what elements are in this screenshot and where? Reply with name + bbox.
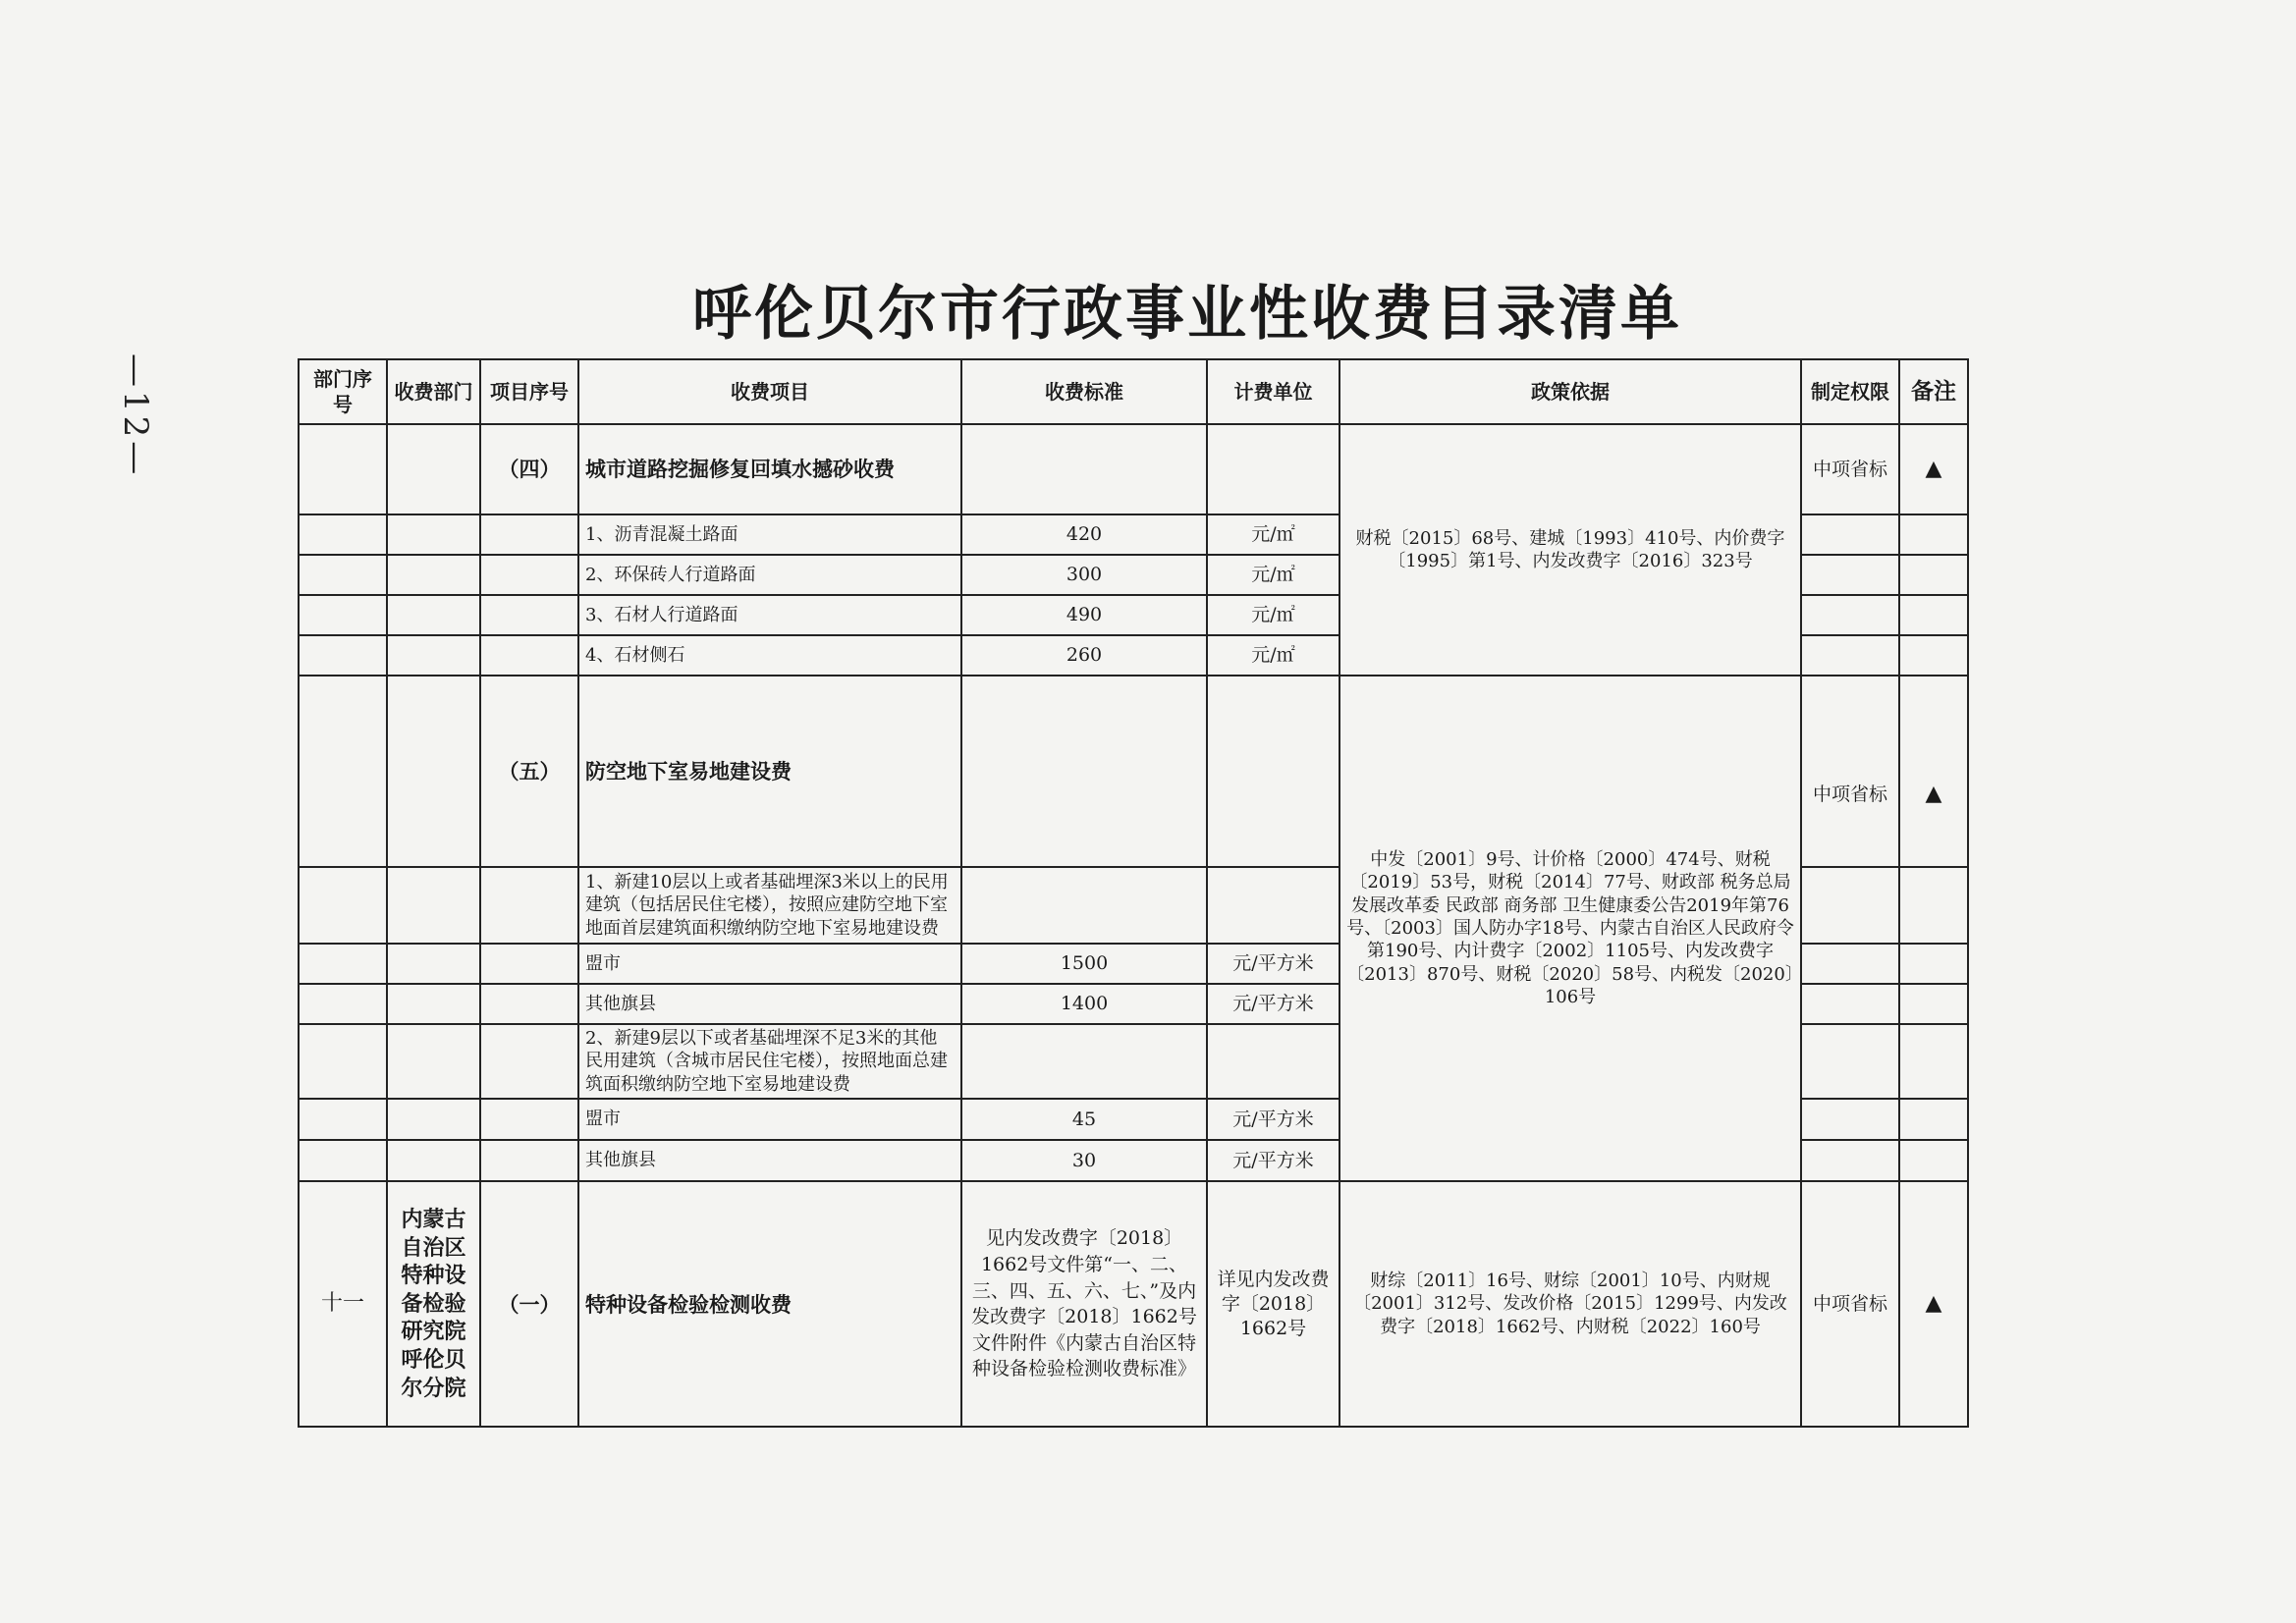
- item-no: （五）: [480, 676, 578, 867]
- table-header-row: [299, 359, 1968, 424]
- fee-catalog-table: [298, 358, 1969, 1428]
- header-dept-no: 部门序号: [299, 359, 387, 424]
- standard-text: 见内发改费字〔2018〕1662号文件第“一、二、三、四、五、六、七、”及内发改费字〔2018〕1662号文件附件《内蒙古自治区特种设备检验检测收费标准》: [961, 1181, 1207, 1427]
- standard-value: 300: [961, 555, 1207, 595]
- header-standard: 收费标准: [961, 359, 1207, 424]
- standard-value: 45: [961, 1099, 1207, 1140]
- item-no: （四）: [480, 424, 578, 514]
- header-policy: 政策依据: [1339, 359, 1801, 424]
- header-authority: 制定权限: [1801, 359, 1899, 424]
- table-row: [299, 1181, 1968, 1427]
- header-remark: 备注: [1899, 359, 1968, 424]
- authority: 中项省标: [1801, 424, 1899, 514]
- sub-item-description: 2、新建9层以下或者基础埋深不足3米的其他民用建筑（含城市居民住宅楼），按照地面总建筑面积缴纳防空地下室易地建设费: [578, 1024, 961, 1099]
- header-item: 收费项目: [578, 359, 961, 424]
- sub-item: 盟市: [578, 944, 961, 984]
- remark-triangle: ▲: [1899, 676, 1968, 867]
- dept-no: 十一: [299, 1181, 387, 1427]
- document-title: 呼伦贝尔市行政事业性收费目录清单: [692, 280, 1682, 349]
- unit: 元/㎡: [1207, 555, 1339, 595]
- sub-item: 4、石材侧石: [578, 635, 961, 676]
- unit: 元/㎡: [1207, 595, 1339, 635]
- sub-item: 3、石材人行道路面: [578, 595, 961, 635]
- item-name: 城市道路挖掘修复回填水撼砂收费: [578, 424, 961, 514]
- remark-triangle: ▲: [1899, 424, 1968, 514]
- standard-value: 420: [961, 514, 1207, 555]
- unit: 元/平方米: [1207, 1140, 1339, 1181]
- sub-item-description: 1、新建10层以上或者基础埋深3米以上的民用建筑（包括居民住宅楼），按照应建防空地下室地面首层建筑面积缴纳防空地下室易地建设费: [578, 867, 961, 944]
- item-name: 特种设备检验检测收费: [578, 1181, 961, 1427]
- table-row: [299, 424, 1968, 514]
- unit: 元/㎡: [1207, 514, 1339, 555]
- sub-item: 盟市: [578, 1099, 961, 1140]
- policy-basis: 财税〔2015〕68号、建城〔1993〕410号、内价费字〔1995〕第1号、内发改费字〔2016〕323号: [1339, 424, 1801, 676]
- standard-value: 30: [961, 1140, 1207, 1181]
- policy-basis: 中发〔2001〕9号、计价格〔2000〕474号、财税〔2019〕53号，财税〔2014〕77号、财政部 税务总局 发展改革委 民政部 商务部 卫生健康委公告2019年第76号、〔2003〕国人防办字18号、内蒙古自治区人民政府令第190号、内计费字〔2002〕1105号、内发改费字〔2013〕870号、财税〔2020〕58号、内税发〔2020〕106号: [1339, 676, 1801, 1181]
- authority: 中项省标: [1801, 676, 1899, 867]
- sub-item: 其他旗县: [578, 1140, 961, 1181]
- header-item-no: 项目序号: [480, 359, 578, 424]
- dept-name: 内蒙古自治区特种设备检验研究院呼伦贝尔分院: [387, 1181, 480, 1427]
- standard-value: 1500: [961, 944, 1207, 984]
- table-row: [299, 676, 1968, 867]
- unit: 元/㎡: [1207, 635, 1339, 676]
- sub-item: 1、沥青混凝土路面: [578, 514, 961, 555]
- standard-value: 260: [961, 635, 1207, 676]
- header-unit: 计费单位: [1207, 359, 1339, 424]
- authority: 中项省标: [1801, 1181, 1899, 1427]
- unit: 元/平方米: [1207, 984, 1339, 1024]
- sub-item: 2、环保砖人行道路面: [578, 555, 961, 595]
- standard-value: 1400: [961, 984, 1207, 1024]
- standard-value: 490: [961, 595, 1207, 635]
- sub-item: 其他旗县: [578, 984, 961, 1024]
- header-dept: 收费部门: [387, 359, 480, 424]
- item-name: 防空地下室易地建设费: [578, 676, 961, 867]
- unit: 元/平方米: [1207, 944, 1339, 984]
- remark-triangle: ▲: [1899, 1181, 1968, 1427]
- unit: 元/平方米: [1207, 1099, 1339, 1140]
- unit: 详见内发改费字〔2018〕1662号: [1207, 1181, 1339, 1427]
- item-no: （一）: [480, 1181, 578, 1427]
- page-number: —12—: [116, 353, 155, 479]
- policy-basis: 财综〔2011〕16号、财综〔2001〕10号、内财规〔2001〕312号、发改价格〔2015〕1299号、内发改费字〔2018〕1662号、内财税〔2022〕160号: [1339, 1181, 1801, 1427]
